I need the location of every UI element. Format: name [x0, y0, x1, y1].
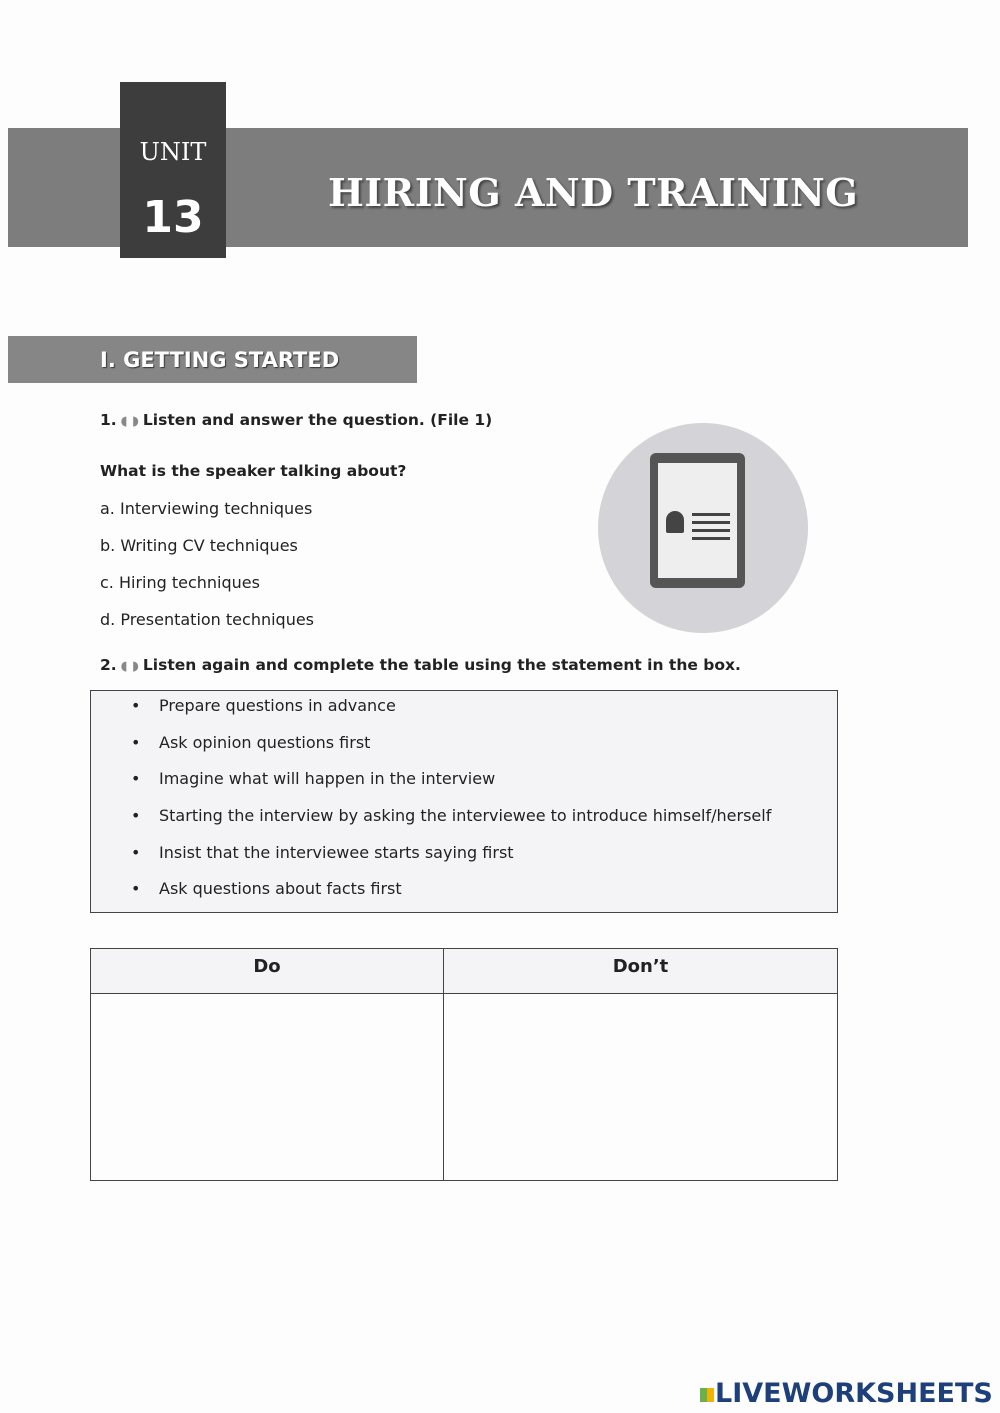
cv-illustration	[598, 423, 808, 633]
question-1-prompt: What is the speaker talking about?	[100, 462, 407, 480]
tablet-icon	[650, 453, 745, 588]
statement-item[interactable]: • Ask opinion questions first	[159, 733, 370, 752]
liveworksheets-logo: LIVEWORKSHEETS	[700, 1378, 993, 1409]
statement-item[interactable]: • Insist that the interviewee starts saying first	[159, 843, 514, 862]
option-c[interactable]: c. Hiring techniques	[100, 573, 260, 592]
do-drop-zone[interactable]	[91, 994, 443, 1180]
unit-label: UNIT	[139, 138, 207, 166]
unit-number: 13	[142, 192, 204, 243]
do-header: Do	[91, 949, 443, 994]
headphones-icon[interactable]: ◖ ◗	[120, 659, 139, 674]
headphones-icon[interactable]: ◖ ◗	[120, 414, 139, 429]
statement-item[interactable]: • Imagine what will happen in the interview	[159, 769, 495, 788]
option-d[interactable]: d. Presentation techniques	[100, 610, 315, 629]
unit-box	[120, 82, 226, 258]
question-2-instruction: 2. ◖ ◗ Listen again and complete the table using the statement in the box.	[100, 656, 741, 674]
dont-drop-zone[interactable]	[444, 994, 837, 1180]
statement-item[interactable]: • Starting the interview by asking the interviewee to introduce himself/herself	[159, 806, 771, 825]
section-title: I. GETTING STARTED	[100, 348, 340, 372]
do-dont-table	[90, 948, 838, 1181]
statement-item[interactable]: • Ask questions about facts first	[159, 879, 402, 898]
unit-title: HIRING AND TRAINING	[328, 170, 859, 215]
option-b[interactable]: b. Writing CV techniques	[100, 536, 298, 555]
section-header	[8, 336, 417, 383]
option-a[interactable]: a. Interviewing techniques	[100, 499, 313, 518]
dont-header: Don’t	[444, 949, 837, 994]
statement-box	[90, 690, 838, 913]
statement-item[interactable]: • Prepare questions in advance	[159, 696, 396, 715]
question-1-instruction: 1. ◖ ◗ Listen and answer the question. (File 1)	[100, 411, 493, 429]
